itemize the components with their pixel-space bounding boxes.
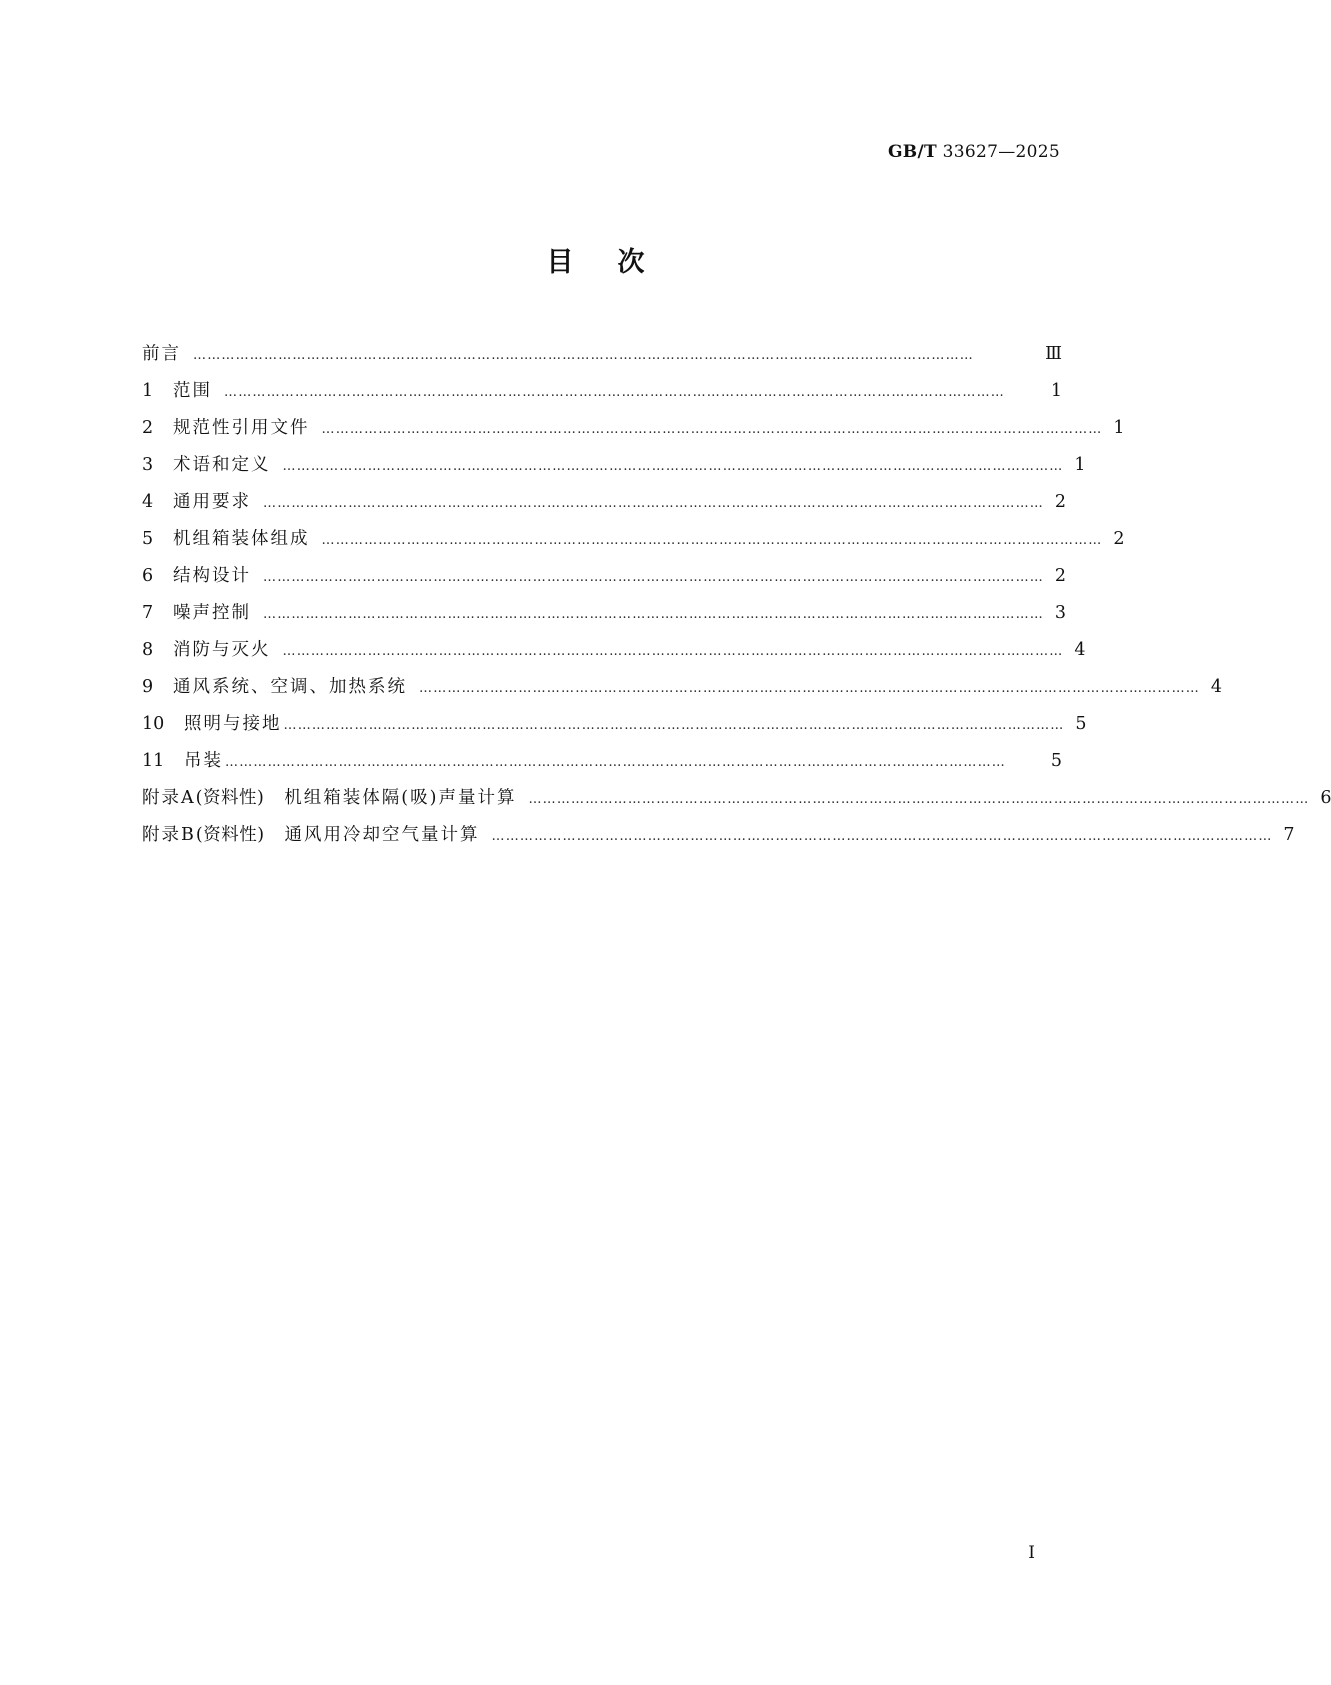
toc-section-number: 6 xyxy=(142,566,154,586)
toc-section-number: 11 xyxy=(142,751,165,771)
toc-leader-dots: ………………………………………………………………………………………………………………………………………………… xyxy=(225,755,1006,770)
toc-leader-dots: ………………………………………………………………………………………………………………………………………………… xyxy=(321,533,1103,548)
toc-appendix-label: 附录A xyxy=(142,788,196,808)
table-of-contents xyxy=(142,336,1331,854)
toc-leader-dots: ………………………………………………………………………………………………………………………………………………… xyxy=(491,829,1273,844)
toc-entry-fire-protection[interactable] xyxy=(142,632,1086,669)
standard-number xyxy=(888,142,1060,162)
toc-appendix-heading xyxy=(142,780,516,817)
toc-leader-dots: ………………………………………………………………………………………………………………………………………………… xyxy=(224,385,1005,400)
toc-entry-title: 照明与接地 xyxy=(184,714,282,734)
toc-section-number: 2 xyxy=(142,418,154,438)
toc-leader-dots: ………………………………………………………………………………………………………………………………………………… xyxy=(282,459,1064,474)
toc-page-number: 4 xyxy=(1074,640,1086,660)
toc-entry-structural-design[interactable] xyxy=(142,558,1066,595)
standard-code: 33627—2025 xyxy=(942,142,1060,162)
toc-entry-lifting[interactable] xyxy=(142,743,1062,780)
toc-appendix-class: (资料性) xyxy=(195,825,265,845)
toc-page-number: 6 xyxy=(1320,788,1331,808)
toc-entry-title: 噪声控制 xyxy=(173,603,251,623)
toc-entry-lighting-grounding[interactable] xyxy=(142,706,1087,743)
toc-page-number: 2 xyxy=(1054,566,1066,586)
toc-leader-dots: ………………………………………………………………………………………………………………………………………………… xyxy=(321,422,1103,437)
toc-entry-normative-references[interactable] xyxy=(142,410,1125,447)
toc-page-number: Ⅲ xyxy=(1045,344,1062,364)
toc-entry-scope[interactable] xyxy=(142,373,1062,410)
toc-page-number: 1 xyxy=(1074,455,1086,475)
toc-entry-title: 通用要求 xyxy=(173,492,251,512)
toc-leader-dots: ………………………………………………………………………………………………………………………………………………… xyxy=(283,718,1065,733)
toc-leader-dots: ………………………………………………………………………………………………………………………………………………… xyxy=(263,607,1044,622)
toc-entry-title: 结构设计 xyxy=(173,566,251,586)
toc-page-number: 1 xyxy=(1113,418,1125,438)
toc-section-number: 1 xyxy=(142,381,154,401)
toc-entry-title: 规范性引用文件 xyxy=(173,418,310,438)
toc-leader-dots: ………………………………………………………………………………………………………………………………………………… xyxy=(419,681,1200,696)
toc-entry-title: 通风系统、空调、加热系统 xyxy=(173,677,407,697)
toc-entry-title: 机组箱装体组成 xyxy=(173,529,310,549)
toc-entry-appendix-a[interactable] xyxy=(142,780,1331,817)
toc-page-number: 3 xyxy=(1054,603,1066,623)
page-number: Ⅰ xyxy=(1028,1543,1035,1563)
toc-page-number: 1 xyxy=(1050,381,1062,401)
toc-leader-dots: ………………………………………………………………………………………………………………………………………………… xyxy=(528,792,1310,807)
toc-section-number: 7 xyxy=(142,603,154,623)
toc-title: 目次 xyxy=(546,247,689,278)
toc-appendix-label: 附录B xyxy=(142,825,196,845)
toc-entry-title: 术语和定义 xyxy=(173,455,271,475)
standard-prefix: GB/T xyxy=(887,142,937,162)
toc-leader-dots: ………………………………………………………………………………………………………………………………………………… xyxy=(263,496,1044,511)
toc-appendix-class: (资料性) xyxy=(195,788,265,808)
toc-page-number: 7 xyxy=(1283,825,1295,845)
toc-page-number: 4 xyxy=(1210,677,1222,697)
toc-entry-title: 吊装 xyxy=(184,751,223,771)
toc-page-number: 2 xyxy=(1113,529,1125,549)
toc-entry-title: 范围 xyxy=(173,381,212,401)
toc-entry-title: 机组箱装体隔(吸)声量计算 xyxy=(284,788,517,808)
toc-section-number: 9 xyxy=(142,677,154,697)
toc-section-number: 4 xyxy=(142,492,154,512)
toc-leader-dots: ………………………………………………………………………………………………………………………………………………… xyxy=(193,348,974,363)
toc-page-number: 5 xyxy=(1075,714,1087,734)
toc-entry-noise-control[interactable] xyxy=(142,595,1066,632)
toc-leader-dots: ………………………………………………………………………………………………………………………………………………… xyxy=(263,570,1044,585)
toc-leader-dots: ………………………………………………………………………………………………………………………………………………… xyxy=(282,644,1064,659)
toc-appendix-heading xyxy=(142,817,480,854)
toc-entry-general-requirements[interactable] xyxy=(142,484,1066,521)
toc-entry-appendix-b[interactable] xyxy=(142,817,1295,854)
toc-entry-title: 前言 xyxy=(142,344,181,364)
toc-section-number: 10 xyxy=(142,714,165,734)
toc-section-number: 5 xyxy=(142,529,154,549)
toc-entry-enclosure-composition[interactable] xyxy=(142,521,1125,558)
toc-page-number: 5 xyxy=(1050,751,1062,771)
toc-entry-foreword[interactable] xyxy=(142,336,1062,373)
toc-entry-title: 消防与灭火 xyxy=(173,640,271,660)
toc-entry-ventilation-hvac[interactable] xyxy=(142,669,1222,706)
toc-section-number: 8 xyxy=(142,640,154,660)
toc-entry-terms-definitions[interactable] xyxy=(142,447,1086,484)
toc-section-number: 3 xyxy=(142,455,154,475)
toc-page-number: 2 xyxy=(1054,492,1066,512)
toc-entry-title: 通风用冷却空气量计算 xyxy=(284,825,480,845)
